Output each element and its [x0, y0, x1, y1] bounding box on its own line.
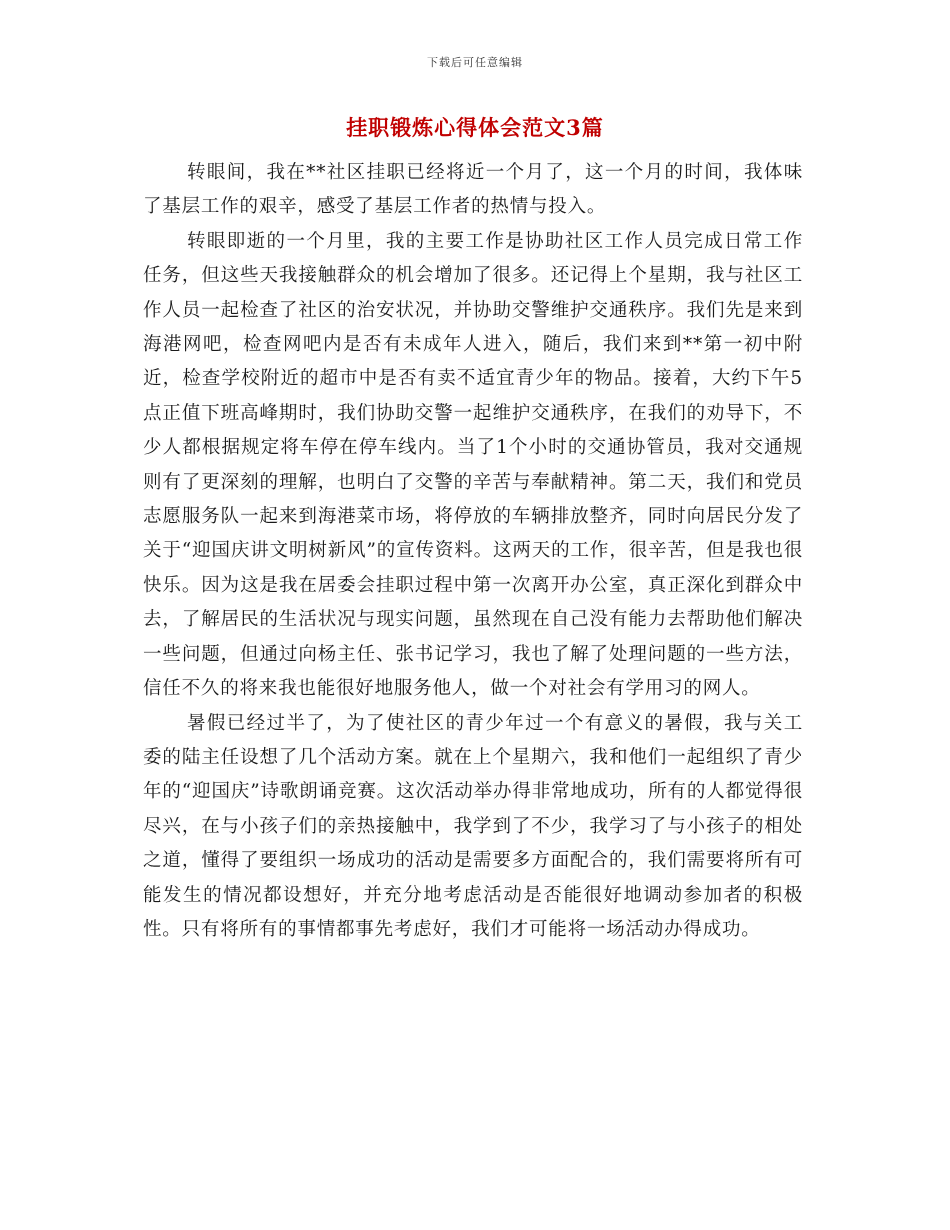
document-title: 挂职锻炼心得体会范文3篇 — [346, 115, 604, 140]
header-note: 下载后可任意编辑 — [427, 56, 523, 69]
document-body — [143, 156, 803, 947]
paragraph-1: 转眼间，我在**社区挂职已经将近一个月了，这一个月的时间，我体味了基层工作的艰辛，感受了基层工作者的热情与投入。 — [143, 162, 803, 218]
paragraph-3: 暑假已经过半了，为了使社区的青少年过一个有意义的暑假，我与关工委的陆主任设想了几个活动方案。就在上个星期六，我和他们一起组织了青少年的“迎国庆”诗歌朗诵竞赛。这次活动举办得非常地成功，所有的人都觉得很尽兴，在与小孩子们的亲热接触中，我学到了不少，我学习了与小孩子的相处之道，懂得了要组织一场成功的活动是需要多方面配合的，我们需要将所有可能发生的情况都设想好，并充分地考虑活动是否能很好地调动参加者的积极性。只有将所有的事情都事先考虑好，我们才可能将一场活动办得成功。 — [143, 712, 803, 940]
paragraph-2: 转眼即逝的一个月里，我的主要工作是协助社区工作人员完成日常工作任务，但这些天我接触群众的机会增加了很多。还记得上个星期，我与社区工作人员一起检查了社区的治安状况，并协助交警维护交通秩序。我们先是来到海港网吧，检查网吧内是否有未成年人进入，随后，我们来到**第一初中附近，检查学校附近的超市中是否有卖不适宜青少年的物品。接着，大约下午5点正值下班高峰期时，我们协助交警一起维护交通秩序，在我们的劝导下，不少人都根据规定将车停在停车线内。当了1个小时的交通协管员，我对交通规则有了更深刻的理解，也明白了交警的辛苦与奉献精神。第二天，我们和党员志愿服务队一起来到海港菜市场，将停放的车辆排放整齐，同时向居民分发了关于“迎国庆讲文明树新风”的宣传资料。这两天的工作，很辛苦，但是我也很快乐。因为这是我在居委会挂职过程中第一次离开办公室，真正深化到群众中去，了解居民的生活状况与现实问题，虽然现在自己没有能力去帮助他们解决一些问题，但通过向杨主任、张书记学习，我也了解了处理问题的一些方法，信任不久的将来我也能很好地服务他人，做一个对社会有学用习的网人。 — [143, 230, 803, 700]
